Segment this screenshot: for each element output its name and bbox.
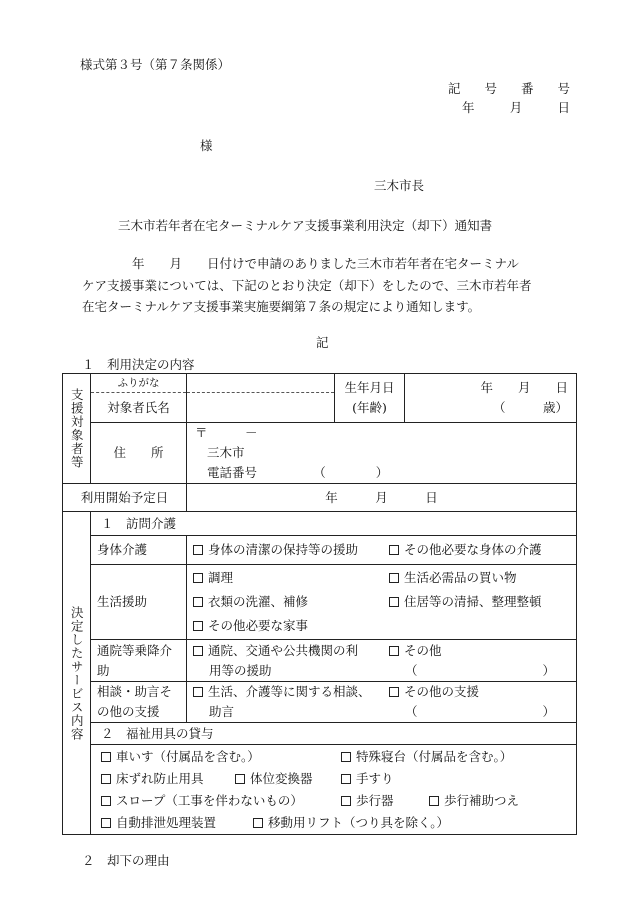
applicant-group-cell [63, 374, 91, 484]
body-line-3: 在宅ターミナルケア支援事業実施要綱第７条の規定により通知します。 [82, 299, 481, 314]
welfare-special-bed: 特殊寝台（付属品を含む。） [356, 748, 513, 764]
bedsore-checkbox[interactable] [101, 774, 111, 784]
dob-label: 生年月日 [344, 380, 395, 395]
transport-options [187, 640, 577, 682]
life-opt3: 衣類の洗濯、補修 [208, 594, 309, 609]
body-line-2: ケア支援事業については、下記のとおり決定（却下）をしたので、三木市若年者 [82, 278, 532, 293]
consult-options [187, 682, 577, 723]
life-opt4: 住居等の清掃、整理整頓 [404, 594, 542, 609]
life-opt5-checkbox[interactable] [193, 621, 203, 631]
wheelchair-checkbox[interactable] [101, 752, 111, 762]
age-value: （ 歳） [492, 400, 568, 415]
lift-checkbox[interactable] [253, 818, 263, 828]
welfare-title: ２ 福祉用具の貸与 [91, 723, 577, 745]
welfare-cane: 歩行補助つえ [444, 792, 520, 808]
phone: 電話番号 （ ） [207, 465, 389, 480]
life-support-label: 生活援助 [91, 565, 187, 640]
form-reference: 様式第３号（第７条関係） [80, 57, 231, 72]
transport-opt2-checkbox[interactable] [389, 646, 399, 656]
dob-label-cell [335, 374, 405, 423]
welfare-posture: 体位変換器 [250, 770, 313, 786]
start-label-cell [63, 484, 187, 512]
number-char: 記 [448, 81, 461, 96]
life-support-options [187, 565, 577, 640]
consult-opt2: その他の支援 [404, 684, 480, 699]
issuer: 三木市長 [374, 178, 425, 193]
life-opt2: 生活必需品の買い物 [404, 570, 517, 585]
cane-checkbox[interactable] [429, 796, 439, 806]
address-label-cell [91, 423, 187, 484]
consult-opt1b: 助言 [209, 704, 235, 719]
transport-opt1a: 通院、交通や公共機関の利 [208, 642, 359, 658]
welfare-handrail: 手すり [356, 770, 394, 786]
date-line [462, 98, 570, 116]
consult-opt2-checkbox[interactable] [389, 687, 399, 697]
body-line-1: 年 月 日付けで申請のありました三木市若年者在宅ターミナル [82, 256, 519, 271]
body-care-opt2: その他必要な身体の介護 [404, 542, 542, 558]
number-char: 番 [520, 81, 534, 96]
document-title: 三木市若年者在宅ターミナルケア支援事業利用決定（却下）通知書 [118, 218, 493, 233]
postal-code: 〒 － [195, 425, 258, 440]
body-care-label: 身体介護 [91, 536, 187, 565]
welfare-wheelchair: 車いす（付属品を含む。） [116, 748, 260, 764]
age-label: (年齢) [352, 400, 387, 415]
start-label: 利用開始予定日 [80, 489, 169, 505]
life-opt4-checkbox[interactable] [389, 597, 399, 607]
body-care-opt1: 身体の清潔の保持等の援助 [208, 542, 359, 558]
address-label: 住 所 [113, 445, 164, 461]
welfare-bedsore: 床ずれ防止用具 [116, 770, 204, 786]
address-value-cell [187, 423, 577, 484]
transport-opt1-checkbox[interactable] [193, 646, 203, 656]
section1-title: １ 利用決定の内容 [82, 357, 195, 372]
consult-opt2-paren: （ ） [405, 704, 556, 719]
life-opt2-checkbox[interactable] [389, 573, 399, 583]
welfare-lift: 移動用リフト（つり具を除く。） [268, 814, 450, 830]
consult-opt1-checkbox[interactable] [193, 687, 203, 697]
consult-label-b: の他の支援 [97, 704, 160, 719]
handrail-checkbox[interactable] [341, 774, 351, 784]
ki-heading: 記 [316, 335, 329, 350]
dob-value-cell [405, 374, 577, 423]
transport-label: 通院等乗降介助 [91, 640, 187, 682]
number-char: 号 [484, 81, 497, 96]
excretion-checkbox[interactable] [101, 818, 111, 828]
section2-title: ２ 却下の理由 [82, 853, 170, 868]
welfare-walker: 歩行器 [356, 792, 394, 808]
consult-label-cell [91, 682, 187, 723]
furigana-label: ふりがな [91, 374, 186, 393]
transport-opt2: その他 [404, 642, 442, 658]
posture-checkbox[interactable] [235, 774, 245, 784]
life-opt1: 調理 [208, 570, 234, 585]
date-month: 月 [509, 100, 523, 115]
walker-checkbox[interactable] [341, 796, 351, 806]
body-care-opt1-checkbox[interactable] [193, 545, 203, 555]
welfare-options [91, 745, 577, 835]
applicant-group-label: 支援対象者等 [69, 388, 85, 469]
life-opt5: その他必要な家事 [208, 618, 309, 633]
welfare-slope: スロープ（工事を伴わないもの） [116, 792, 303, 808]
visit-care-title: １ 訪問介護 [91, 512, 577, 536]
decision-table [62, 373, 577, 835]
number-line [448, 79, 570, 97]
name-label-cell [91, 374, 187, 423]
consult-label-a: 相談・助言そ [97, 684, 173, 699]
name-value-cell [187, 374, 335, 423]
transport-opt1b: 用等の援助 [209, 662, 272, 678]
life-opt3-checkbox[interactable] [193, 597, 203, 607]
date-year: 年 [462, 100, 475, 115]
special-bed-checkbox[interactable] [341, 752, 351, 762]
dob-value: 年 月 日 [480, 380, 568, 395]
body-care-opt2-checkbox[interactable] [389, 545, 399, 555]
number-char: 号 [557, 81, 570, 96]
services-group-label: 決定したサービス内容 [69, 605, 85, 741]
life-opt1-checkbox[interactable] [193, 573, 203, 583]
services-group-cell [63, 512, 91, 835]
slope-checkbox[interactable] [101, 796, 111, 806]
welfare-excretion: 自動排泄処理装置 [116, 814, 217, 830]
start-value: 年 月 日 [325, 489, 438, 505]
consult-opt1a: 生活、介護等に関する相談、 [208, 684, 371, 699]
city: 三木市 [207, 445, 245, 460]
transport-opt2-paren: （ ） [405, 662, 556, 678]
date-day: 日 [557, 100, 570, 115]
body-care-options [187, 536, 577, 565]
start-value-cell [187, 484, 577, 512]
recipient-suffix: 様 [200, 138, 213, 153]
name-label: 対象者氏名 [107, 400, 170, 415]
